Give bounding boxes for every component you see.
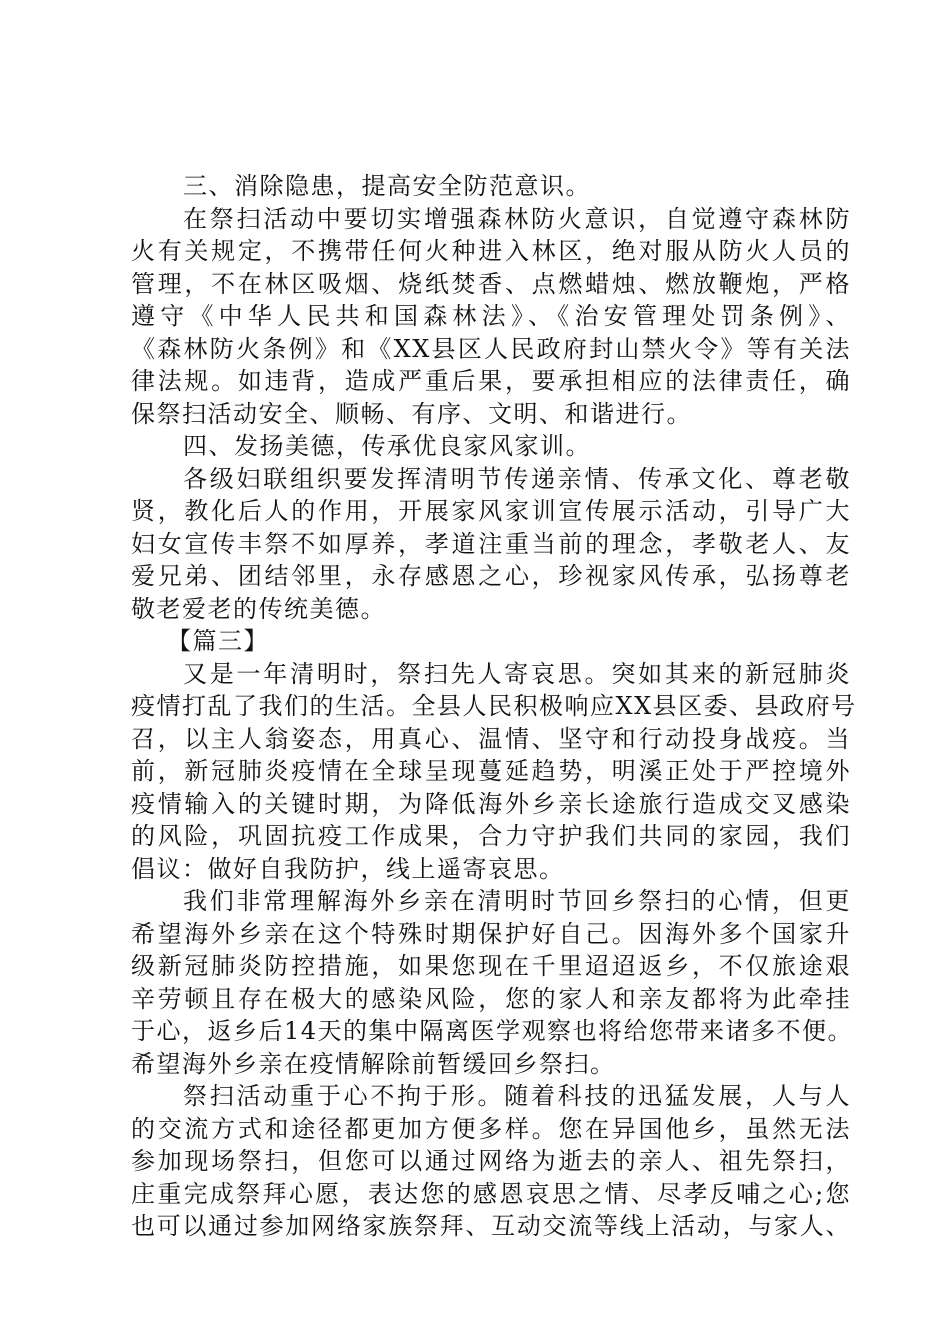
text-line: 保祭扫活动安全、顺畅、有序、文明、和谐进行。: [131, 399, 692, 428]
text-line: 疫情输入的关键时期，为降低海外乡亲长途旅行造成交叉感染: [131, 789, 851, 818]
text-line: 也可以通过参加网络家族祭拜、互动交流等线上活动，与家人、: [131, 1212, 851, 1240]
text-line: 管理，不在林区吸烟、烧纸焚香、点燃蜡烛、燃放鞭炮，严格: [131, 269, 851, 298]
text-line: 各级妇联组织要发挥清明节传递亲情、传承文化、尊老敬: [183, 464, 851, 493]
text-line: 祭扫活动重于心不拘于形。随着科技的迅猛发展，人与人: [183, 1082, 851, 1110]
text-line: 希望海外乡亲在疫情解除前暂缓回乡祭扫。: [131, 1049, 616, 1078]
text-line: 四、发扬美德，传承优良家风家训。: [183, 432, 591, 460]
document-body: [131, 170, 857, 1243]
text-line: 律法规。如违背，造成严重后果，要承担相应的法律责任，确: [131, 367, 851, 395]
text-line: 前，新冠肺炎疫情在全球呈现蔓延趋势，明溪正处于严控境外: [131, 757, 851, 785]
text-line: 希望海外乡亲在这个特殊时期保护好自己。因海外多个国家升: [131, 919, 851, 948]
text-line: 爱兄弟、团结邻里，永存感恩之心，珍视家风传承，弘扬尊老: [131, 562, 851, 590]
text-line: 辛劳顿且存在极大的感染风险，您的家人和亲友都将为此牵挂: [131, 984, 851, 1013]
text-line: 于心，返乡后14天的集中隔离医学观察也将给您带来诸多不便。: [131, 1017, 854, 1045]
section-heading: 【篇三】: [167, 627, 269, 655]
text-line: 倡议：做好自我防护，线上遥寄哀思。: [131, 854, 565, 883]
text-line: 遵守《中华人民共和国森林法》、《治安管理处罚条例》、: [131, 302, 851, 330]
text-line: 我们非常理解海外乡亲在清明时节回乡祭扫的心情，但更: [183, 887, 851, 915]
text-line: 疫情打乱了我们的生活。全县人民积极响应XX县区委、县政府号: [131, 692, 857, 720]
text-line: 贤，教化后人的作用，开展家风家训宣传展示活动，引导广大: [131, 497, 851, 525]
text-line: 敬老爱老的传统美德。: [131, 594, 386, 623]
text-line: 召，以主人翁姿态，用真心、温情、坚守和行动投身战疫。当: [131, 724, 851, 753]
text-line: 在祭扫活动中要切实增强森林防火意识，自觉遵守森林防: [183, 204, 851, 233]
text-line: 的风险，巩固抗疫工作成果，合力守护我们共同的家园，我们: [131, 822, 851, 850]
text-line: 的交流方式和途径都更加方便多样。您在异国他乡，虽然无法: [131, 1114, 851, 1143]
text-line: 又是一年清明时，祭扫先人寄哀思。突如其来的新冠肺炎: [183, 659, 851, 688]
text-line: 火有关规定，不携带任何火种进入林区，绝对服从防火人员的: [131, 237, 851, 265]
text-line: 庄重完成祭拜心愿，表达您的感恩哀思之情、尽孝反哺之心;您: [131, 1179, 851, 1208]
text-line: 三、消除隐患，提高安全防范意识。: [183, 172, 591, 200]
text-line: 妇女宣传丰祭不如厚养，孝道注重当前的理念，孝敬老人、友: [131, 529, 851, 558]
text-line: 级新冠肺炎防控措施，如果您现在千里迢迢返乡，不仅旅途艰: [131, 952, 851, 980]
text-line: 参加现场祭扫，但您可以通过网络为逝去的亲人、祖先祭扫，: [131, 1147, 851, 1175]
text-line: 《森林防火条例》和《XX县区人民政府封山禁火令》等有关法: [131, 334, 851, 363]
